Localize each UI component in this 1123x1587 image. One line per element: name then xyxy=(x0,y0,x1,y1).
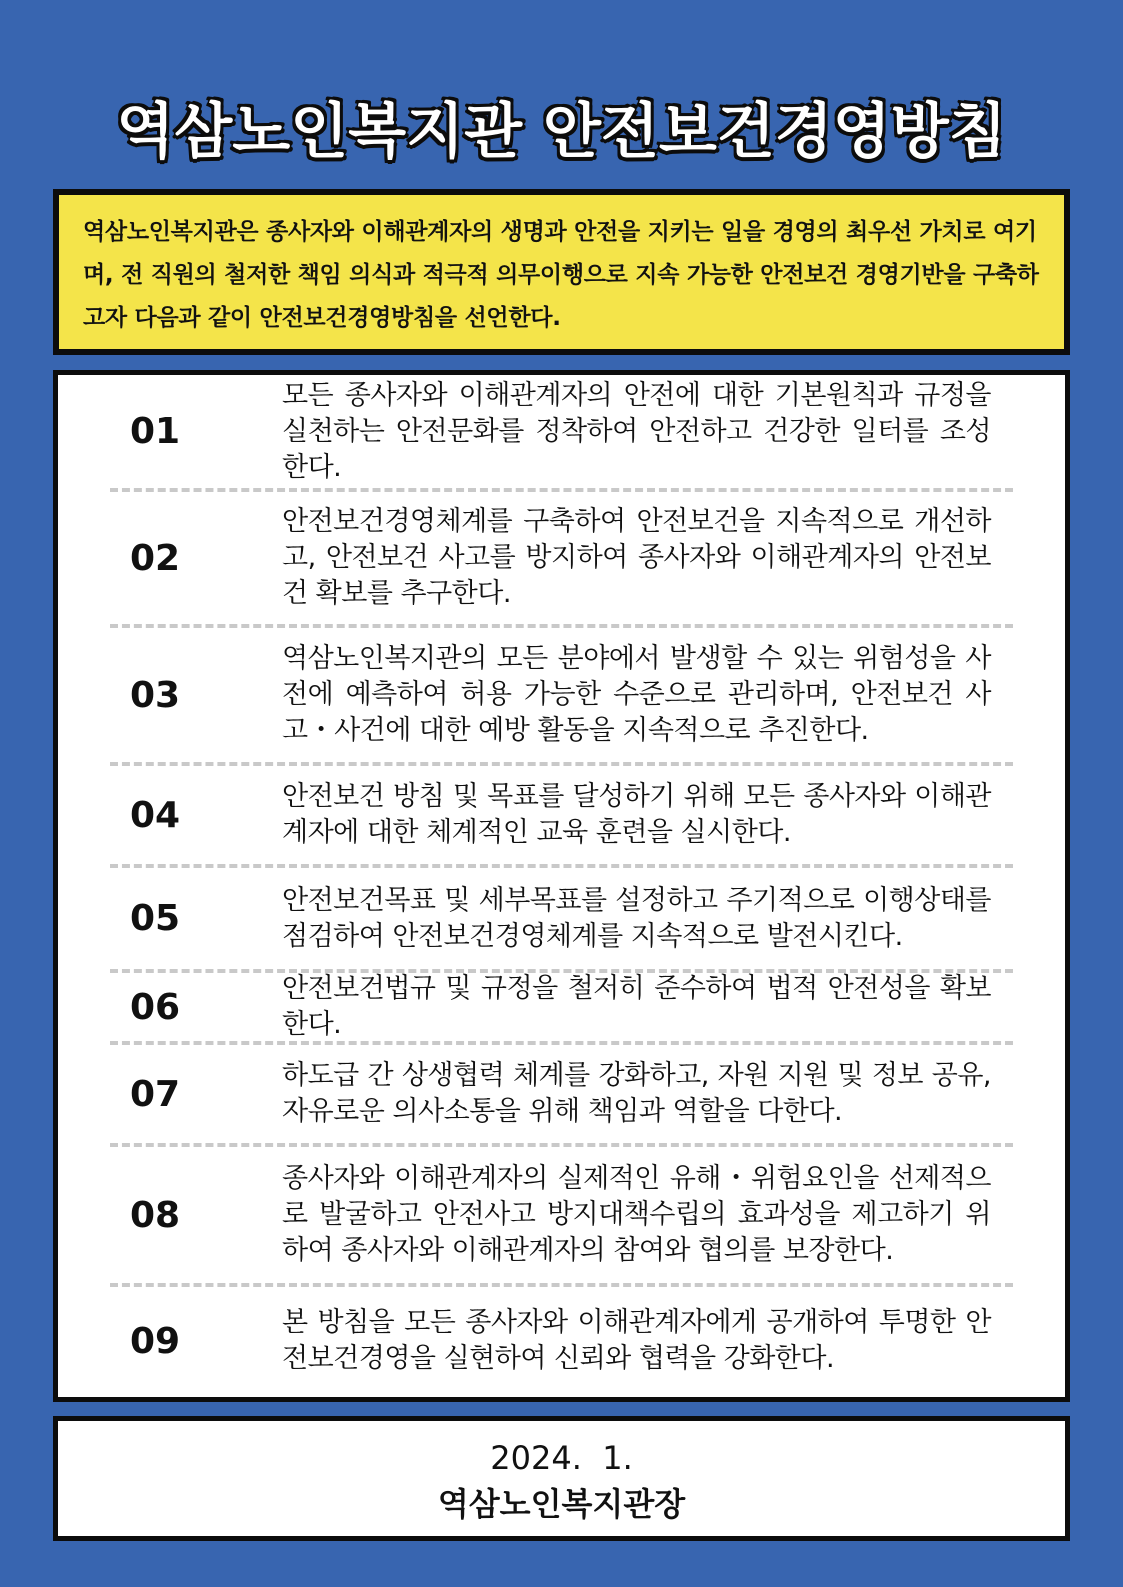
policy-item xyxy=(110,973,1013,1045)
policy-number: 05 xyxy=(130,898,181,939)
intro-text: 역삼노인복지관은 종사자와 이해관계자의 생명과 안전을 지키는 일을 경영의 최우선 가치로 여기며, 전 직원의 철저한 책임 의식과 적극적 의무이행으로 지속 가능한 안전보건 경영기반을 구축하고자 다음과 같이 안전보건경영방침을 선언한다. xyxy=(83,219,1039,331)
policy-number: 03 xyxy=(130,674,181,716)
policy-text: 안전보건 방침 및 목표를 달성하기 위해 모든 종사자와 이해관계자에 대한 체계적인 교육 훈련을 실시한다. xyxy=(282,781,991,848)
policy-text: 안전보건법규 및 규정을 철저히 준수하여 법적 안전성을 확보한다. xyxy=(282,973,991,1040)
policy-date: 2024. 1. xyxy=(490,1439,633,1477)
policy-item xyxy=(110,1287,1013,1395)
policy-text: 안전보건경영체계를 구축하여 안전보건을 지속적으로 개선하고, 안전보건 사고를 방지하여 종사자와 이해관계자의 안전보건 확보를 추구한다. xyxy=(282,506,991,609)
intro-box xyxy=(53,189,1070,355)
policy-item xyxy=(110,1045,1013,1147)
policy-item xyxy=(110,1147,1013,1287)
policy-item xyxy=(110,375,1013,492)
policy-number: 02 xyxy=(130,537,181,579)
policy-item xyxy=(110,868,1013,973)
footer-box xyxy=(53,1416,1070,1541)
policy-list xyxy=(53,370,1070,1402)
page-title: 역삼노인복지관 안전보건경영방침 xyxy=(116,97,1007,167)
policy-text: 안전보건목표 및 세부목표를 설정하고 주기적으로 이행상태를 점검하여 안전보건경영체계를 지속적으로 발전시킨다. xyxy=(282,884,991,952)
policy-text: 종사자와 이해관계자의 실제적인 유해・위험요인을 선제적으로 발굴하고 안전사고 방지대책수립의 효과성을 제고하기 위하여 종사자와 이해관계자의 참여와 협의를 보장한다. xyxy=(282,1163,991,1266)
policy-number: 06 xyxy=(130,986,181,1028)
policy-text: 모든 종사자와 이해관계자의 안전에 대한 기본원칙과 규정을 실천하는 안전문화를 정착하여 안전하고 건강한 일터를 조성한다. xyxy=(282,379,991,483)
policy-item xyxy=(110,492,1013,628)
policy-item xyxy=(110,628,1013,766)
policy-number: 01 xyxy=(130,411,181,452)
policy-text: 본 방침을 모든 종사자와 이해관계자에게 공개하여 투명한 안전보건경영을 실현하여 신뢰와 협력을 강화한다. xyxy=(282,1307,991,1374)
policy-item xyxy=(110,766,1013,868)
policy-text: 역삼노인복지관의 모든 분야에서 발생할 수 있는 위험성을 사전에 예측하여 허용 가능한 수준으로 관리하며, 안전보건 사고・사건에 대한 예방 활동을 지속적으로 추진한다. xyxy=(282,643,991,746)
policy-number: 04 xyxy=(130,794,181,836)
policy-number: 07 xyxy=(130,1073,181,1115)
policy-number: 09 xyxy=(130,1320,181,1362)
policy-number: 08 xyxy=(130,1194,181,1236)
policy-text: 하도급 간 상생협력 체계를 강화하고, 자원 지원 및 정보 공유, 자유로운 의사소통을 위해 책임과 역할을 다한다. xyxy=(282,1060,991,1127)
signer-name: 역삼노인복지관장 xyxy=(437,1485,686,1523)
